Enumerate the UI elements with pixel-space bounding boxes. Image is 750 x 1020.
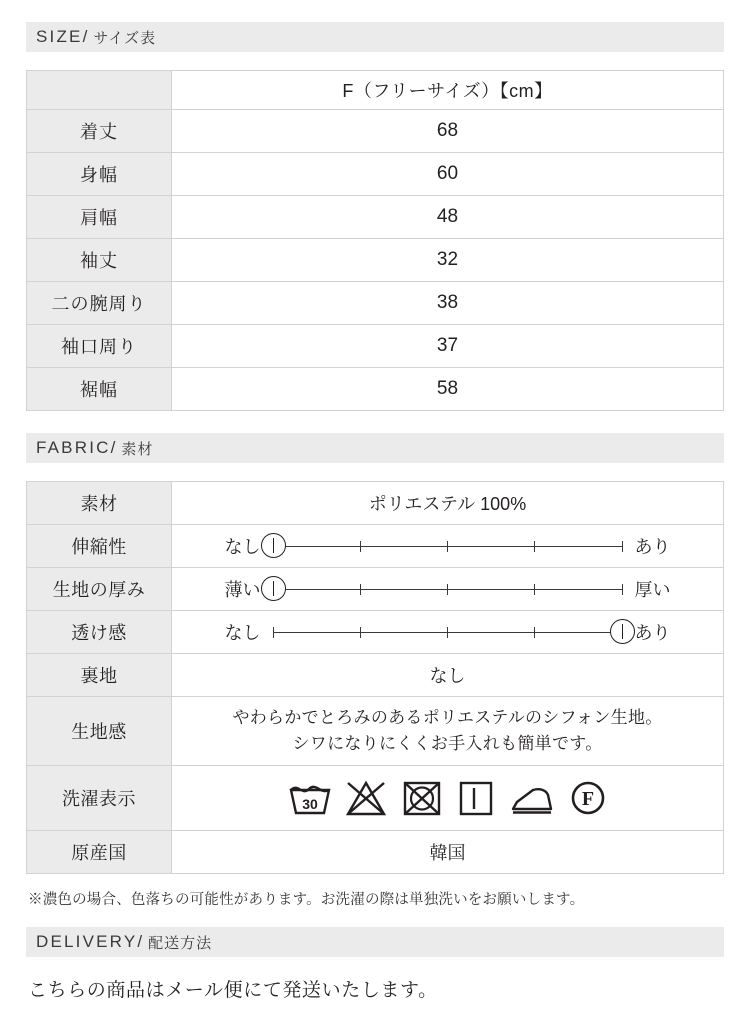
table-row [27,325,724,368]
table-row [27,525,724,568]
scale-axis [273,589,623,590]
size-row-value: 37 [172,325,724,368]
no-tumble-dry-icon [400,778,444,818]
section-header-fabric-en: FABRIC [36,438,111,457]
size-row-value: 48 [172,196,724,239]
table-row [27,71,724,110]
section-header-delivery [26,927,724,957]
scale-tick [534,541,535,552]
scale-tick [447,584,448,595]
fabric-thickness-value [172,568,724,611]
fabric-table [26,481,724,874]
size-table [26,70,724,411]
fabric-lining-label: 裏地 [27,654,172,697]
fabric-stretch-value [172,525,724,568]
table-row [27,831,724,874]
fabric-thickness-scale [273,576,623,602]
scale-tick [622,541,623,552]
laundry-symbol-group [173,774,722,822]
fabric-thickness-label: 生地の厚み [27,568,172,611]
fabric-sheer-left-label: なし [224,623,261,643]
section-header-size [26,22,724,52]
section-header-fabric-jp: 素材 [121,440,154,458]
fabric-origin-label: 原産国 [27,831,172,874]
size-row-value: 60 [172,153,724,196]
fabric-feel-line2: シワになりにくくお手入れも簡単です。 [292,734,603,753]
size-table-header-blank [27,71,172,110]
fabric-care-value [172,766,724,831]
size-row-label: 着丈 [27,110,172,153]
size-row-value: 68 [172,110,724,153]
fabric-lining-value: なし [172,654,724,697]
scale-axis [273,546,623,547]
size-row-label: 二の腕周り [27,282,172,325]
scale-tick [534,584,535,595]
fabric-sheer-scale [273,619,623,645]
wash-30-icon [288,778,332,818]
table-row [27,282,724,325]
section-header-fabric [26,433,724,463]
fabric-stretch-label: 伸縮性 [27,525,172,568]
scale-tick [622,584,623,595]
size-row-label: 袖口周り [27,325,172,368]
scale-tick [360,627,361,638]
scale-marker [610,619,635,644]
fabric-feel-value [172,697,724,766]
section-header-fabric-slash: / [110,438,116,457]
fabric-stretch-scale [273,533,623,559]
scale-tick [273,627,274,638]
table-row [27,697,724,766]
table-row [27,239,724,282]
no-bleach-icon [344,778,388,818]
section-header-delivery-jp: 配送方法 [148,934,213,952]
scale-tick [447,541,448,552]
table-row [27,482,724,525]
fabric-feel-label: 生地感 [27,697,172,766]
scale-tick [534,627,535,638]
size-row-label: 裾幅 [27,368,172,411]
iron-low-icon [508,778,556,818]
table-row [27,153,724,196]
table-row [27,196,724,239]
fabric-sheer-label: 透け感 [27,611,172,654]
table-row [27,368,724,411]
svg-text:30: 30 [301,796,318,812]
fabric-material-value: ポリエステル 100% [172,482,724,525]
scale-tick [360,584,361,595]
scale-tick [360,541,361,552]
scale-marker [261,576,286,601]
table-row [27,611,724,654]
fabric-thickness-right-label: 厚い [634,580,671,600]
table-row [27,766,724,831]
scale-tick [447,627,448,638]
fabric-thickness-left-label: 薄い [224,580,261,600]
dry-clean-f-icon [568,778,608,818]
size-table-header-value: F（フリーサイズ）【cm】 [172,71,724,110]
color-bleed-note: ※濃色の場合、色落ちの可能性があります。お洗濯の際は単独洗いをお願いします。 [28,892,585,908]
scale-axis [273,632,623,633]
fabric-sheer-right-label: あり [634,623,671,643]
size-row-label: 肩幅 [27,196,172,239]
fabric-origin-value: 韓国 [172,831,724,874]
drip-dry-in-shade-icon [456,778,496,818]
fabric-sheer-value [172,611,724,654]
fabric-material-label: 素材 [27,482,172,525]
fabric-feel-line1: やわらかでとろみのあるポリエステルのシフォン生地。 [232,707,663,727]
fabric-care-label: 洗濯表示 [27,766,172,831]
section-header-size-jp: サイズ表 [93,29,157,47]
table-row [27,110,724,153]
fabric-stretch-right-label: あり [634,537,671,557]
delivery-description: こちらの商品はメール便にて発送いたします。 [28,980,438,1001]
size-row-label: 身幅 [27,153,172,196]
section-header-size-slash: / [82,27,88,46]
section-header-delivery-en: DELIVERY [36,932,138,951]
size-row-value: 32 [172,239,724,282]
table-row [27,654,724,697]
section-header-size-en: SIZE [36,27,83,46]
scale-marker [261,533,286,558]
section-header-delivery-slash: / [137,932,143,951]
fabric-stretch-left-label: なし [224,537,261,557]
table-row [27,568,724,611]
svg-text:F: F [581,788,594,810]
size-row-label: 袖丈 [27,239,172,282]
size-row-value: 58 [172,368,724,411]
size-row-value: 38 [172,282,724,325]
